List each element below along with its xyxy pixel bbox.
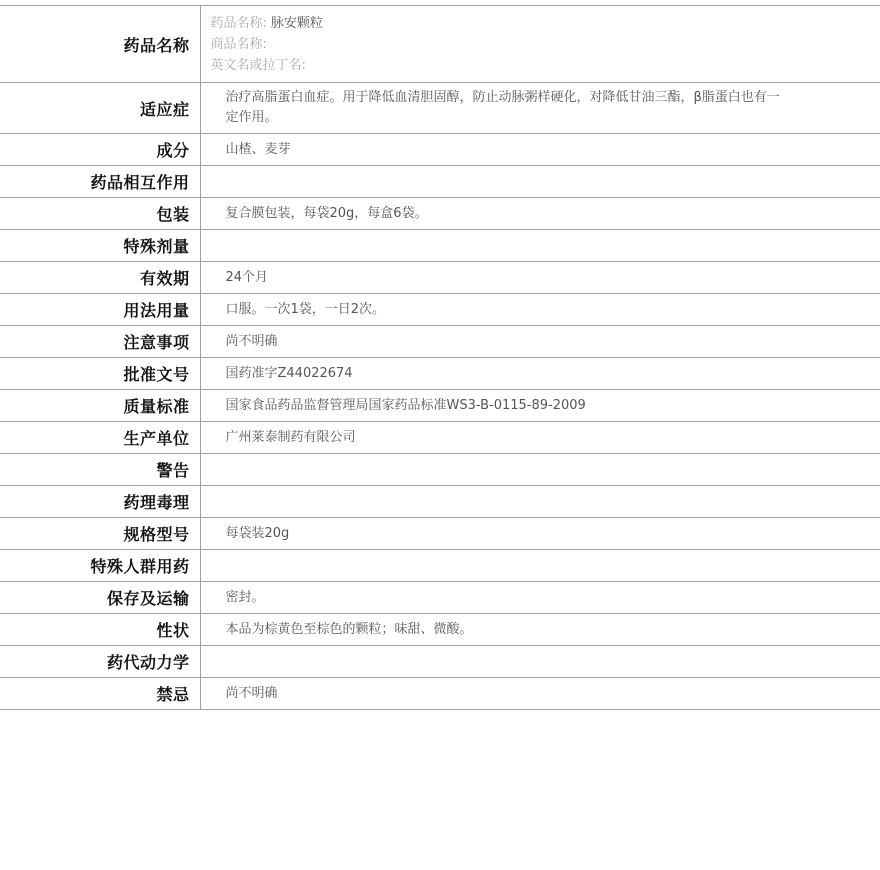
row-special-populations (0, 550, 880, 582)
row-pharmacology (0, 486, 880, 518)
row-value (200, 486, 880, 518)
row-label: 药理毒理 (0, 486, 200, 518)
row-label: 注意事项 (0, 326, 200, 358)
generic-name-label: 药品名称: (210, 15, 267, 31)
row-interactions (0, 166, 880, 198)
row-manufacturer (0, 422, 880, 454)
row-ingredients (0, 134, 880, 166)
latin-name-label: 英文名或拉丁名: (210, 57, 306, 73)
row-label: 有效期 (0, 262, 200, 294)
row-value-text: 治疗高脂蛋白血症。用于降低血清胆固醇，防止动脉粥样硬化，对降低甘油三酯，β脂蛋白也有一定作用。 (225, 90, 780, 125)
row-contraindications (0, 678, 880, 710)
row-value: 复合膜包装，每袋20g，每盒6袋。 (200, 198, 880, 230)
latin-name-line (211, 55, 880, 76)
row-label: 特殊剂量 (0, 230, 200, 262)
row-shelf-life (0, 262, 880, 294)
row-label: 禁忌 (0, 678, 200, 710)
row-value (200, 454, 880, 486)
row-approval-number (0, 358, 880, 390)
names-cell (200, 6, 880, 83)
row-quality-standard (0, 390, 880, 422)
row-value: 本品为棕黄色至棕色的颗粒；味甜、微酸。 (200, 614, 880, 646)
row-label: 适应症 (0, 83, 200, 134)
row-label: 规格型号 (0, 518, 200, 550)
row-label: 药品名称 (0, 6, 200, 83)
row-label: 警告 (0, 454, 200, 486)
row-value (200, 166, 880, 198)
row-special-dosage (0, 230, 880, 262)
row-packaging (0, 198, 880, 230)
generic-name-value: 脉安颗粒 (270, 15, 323, 31)
row-warning (0, 454, 880, 486)
drug-info-panel (0, 5, 880, 710)
row-label: 质量标准 (0, 390, 200, 422)
row-label: 药代动力学 (0, 646, 200, 678)
row-usage-dosage (0, 294, 880, 326)
row-value (200, 646, 880, 678)
row-value: 尚不明确 (200, 678, 880, 710)
generic-name-line (211, 13, 880, 34)
row-value (200, 230, 880, 262)
row-value: 口服。一次1袋，一日2次。 (200, 294, 880, 326)
row-label: 特殊人群用药 (0, 550, 200, 582)
row-value: 每袋装20g (200, 518, 880, 550)
row-label: 批准文号 (0, 358, 200, 390)
row-label: 生产单位 (0, 422, 200, 454)
row-label: 保存及运输 (0, 582, 200, 614)
row-value: 山楂、麦芽 (200, 134, 880, 166)
row-value: 国家食品药品监督管理局国家药品标准WS3-B-0115-89-2009 (200, 390, 880, 422)
row-value: 密封。 (200, 582, 880, 614)
row-value (200, 83, 880, 134)
row-indications (0, 83, 880, 134)
row-label: 成分 (0, 134, 200, 166)
row-pharmacokinetics (0, 646, 880, 678)
row-precautions (0, 326, 880, 358)
row-value: 广州莱泰制药有限公司 (200, 422, 880, 454)
row-value: 尚不明确 (200, 326, 880, 358)
row-value: 24个月 (200, 262, 880, 294)
row-drug-names (0, 6, 880, 83)
row-label: 用法用量 (0, 294, 200, 326)
row-label: 性状 (0, 614, 200, 646)
row-label: 包装 (0, 198, 200, 230)
row-specification (0, 518, 880, 550)
drug-info-table (0, 5, 880, 710)
row-appearance (0, 614, 880, 646)
trade-name-label: 商品名称: (210, 36, 267, 52)
row-label: 药品相互作用 (0, 166, 200, 198)
row-storage-transport (0, 582, 880, 614)
row-value: 国药准字Z44022674 (200, 358, 880, 390)
row-value (200, 550, 880, 582)
trade-name-line (211, 34, 880, 55)
